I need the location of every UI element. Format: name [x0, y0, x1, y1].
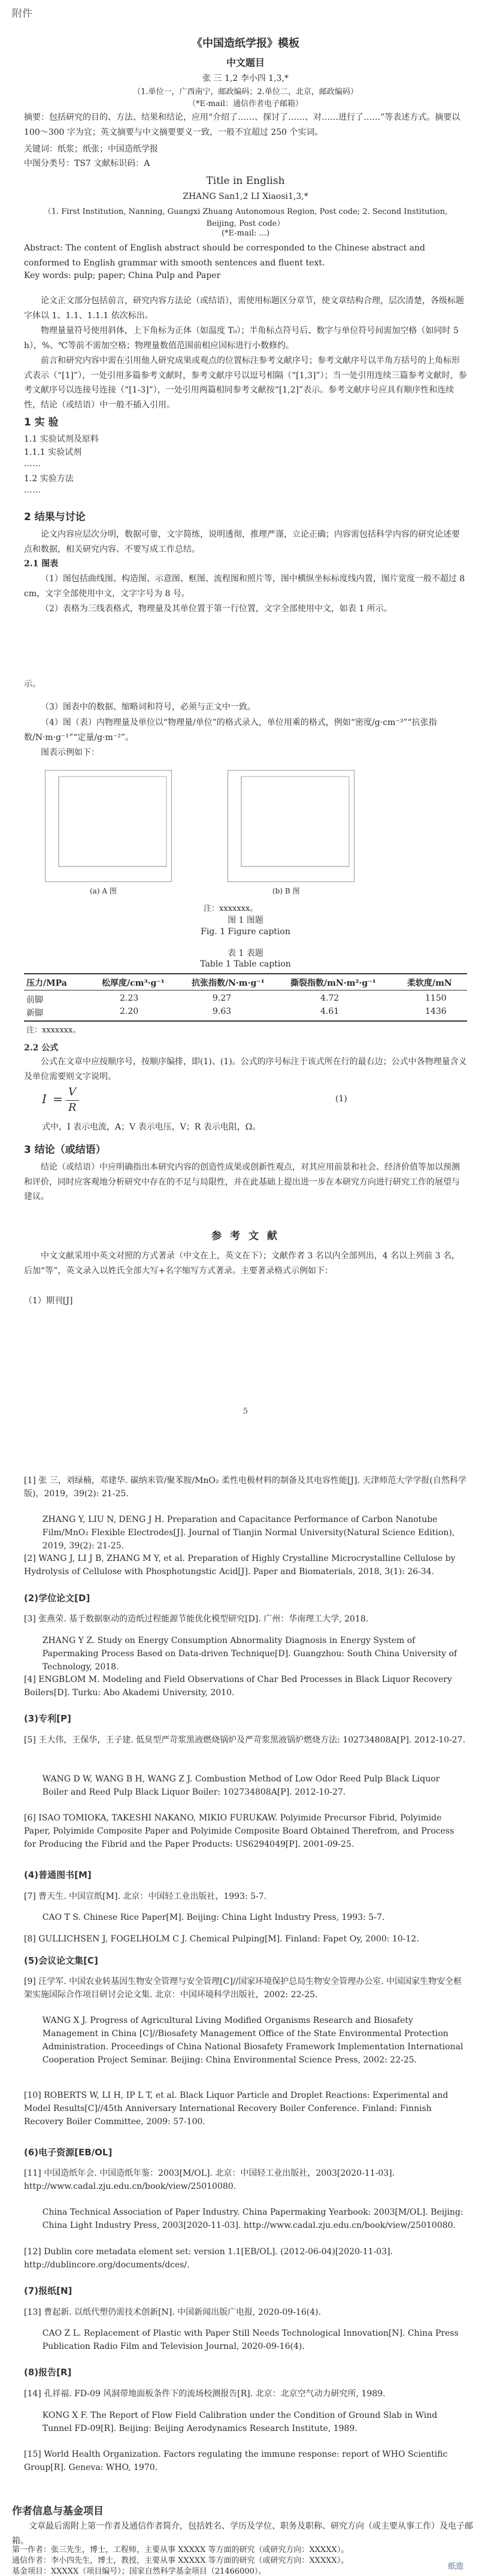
formula-numerator: V — [68, 1086, 76, 1098]
watermark-logo: 纸造 — [448, 2562, 464, 2571]
figure-rule-3: （3）图表中的数据、缩略词和符号，必须与正文中一致。 — [41, 702, 256, 712]
table-header-cell: 压力/MPa — [26, 979, 67, 988]
reference-category-journal: （1）期刊[J] — [24, 1296, 73, 1306]
english-keywords: Key words: pulp; paper; China Pulp and Paper — [24, 271, 221, 280]
formula-lhs: I — [42, 1092, 47, 1106]
reference-item: [14] 孔祥福. FD-09 风洞带地面板条件下的流场校测报告[R]. 北京：北京空气动力研究所, 1989. — [24, 2388, 386, 2399]
section-1-1-heading: 1.1 实验试剂及原料 — [24, 434, 99, 444]
table-header-cell: 柔软度/mN — [407, 979, 452, 988]
reference-item: KONG X F. The Report of Flow Field Calibration under the Condition of Ground Slab in Wind Tunnel FD-09[R]. Beijing: Beijing Aerodynamics Research Institute, 1989. — [42, 2410, 438, 2433]
attachment-label: 附件 — [12, 8, 32, 20]
reference-item: [15] World Health Organization. Factors regulating the immune response: report of WHO Scientific Group[R]. Geneva: WHO, 1970. — [24, 2449, 448, 2472]
reference-item: [10] ROBERTS W, LI H, IP L T, et al. Black Liquor Particle and Droplet Reactions: Experimental and Model Results[C]//45th Anniversary International Recovery Boiler Conference. Finland: Finnish Recovery Boiler Committee, 2009: 57-100. — [24, 2090, 448, 2127]
references-intro: 中文文献采用中英文对照的方式著录（中文在上，英文在下）；文献作者 3 名以内全部列出，4 名以上列前 3 名，后加“等”，英文录入以姓氏全部大写+名字缩写方式著录。主要著录格式示例如下： — [24, 1251, 460, 1276]
chinese-abstract: 摘要：包括研究的目的、方法、结果和结论，应用“介绍了……、探讨了……、对……进行了……”等表述方式。摘要以100～300 字为宜；英文摘要与中文摘要要义一致，一般不宜超过 250 个实词。 — [24, 113, 460, 137]
english-affiliation-2: Beijing, Post code） — [206, 219, 285, 228]
ellipsis-text: …… — [24, 485, 41, 495]
figure-rule-5: 图表示例如下： — [41, 748, 99, 757]
english-authors: ZHANG San1,2 LI Xiaosi1,3,* — [183, 192, 308, 201]
english-affiliation-1: （1. First Institution, Nanning, Guangxi Zhuang Autonomous Region, Post code; 2. Second Institution, — [43, 207, 448, 216]
reference-category: (4)普通图书[M] — [24, 1870, 92, 1881]
reference-item: CAO Z L. Replacement of Plastic with Paper Still Needs Technological Innovation[N]. China Press Publication Radio Film and Television Journal, 2020-09-16(4). — [42, 2329, 459, 2352]
section-1-heading: 1 实 验 — [24, 416, 59, 428]
reference-item: [12] Dublin core metadata element set: version 1.1[EB/OL]. (2012-06-04)[2020-11-03]. http://dublincore.org/documents/dces/. — [24, 2246, 393, 2270]
formula-fraction-bar — [66, 1100, 79, 1101]
table-cell: 9.27 — [213, 993, 232, 1003]
formula-number: (1) — [335, 1094, 347, 1104]
reference-item: [13] 曹起新. 以纸代塑仍需技术创新[N]. 中国新闻出版广电报, 2020-09-16(4). — [24, 2307, 322, 2317]
table-cell: 1436 — [425, 1007, 447, 1016]
section-2-paragraph: 论文内容应层次分明，数据可靠，文字简练，说明透彻，推理严谨，立论正确；内容需包括科学内容的研究论述要点和数据，相关研究内容、不要写成工作总结。 — [24, 530, 460, 554]
author-info-heading: 作者信息与基金项目 — [12, 2505, 104, 2517]
intro-paragraph-3: 前言和研究内容中需在引用他人研究成果或观点的位置标注参考文献序号；参考文献序号以半角方括号的上角标形式表示（“[1]”），一处引用多篇参考文献时，参考文献序号以逗号相隔（“[1,3]”）；当一处引用连续三篇参考文献时，参考文献序号以连接号连接（“[1-3]”），一处引用两篇相同参考文献按“[1,2]”表示。参考文献序号应具有顺序性和连续性，结论（或结语）中一般不插入引用。 — [24, 356, 467, 410]
table-cell: 2.20 — [120, 1007, 139, 1016]
section-3-heading: 3 结论（或结语） — [24, 1144, 106, 1156]
fund-info: 基金项目：XXXXX（项目编号）；国家自然科学基金项目（21466000）。 — [12, 2567, 266, 2576]
table-header-cell: 抗张指数/N·m·g⁻¹ — [192, 979, 265, 988]
reference-item: ZHANG Y Z. Study on Energy Consumption Abnormality Diagnosis in Energy System of Papermaking Process Based on Data-driven Technique[D]. Guangzhou: South China University of Technology, 2018. — [42, 1635, 457, 1672]
figure-rule-2: （2）表格为三线表格式，物理量及其单位置于第一行位置，文字全部使用中文，如表 1 所示。 — [41, 604, 392, 614]
table-cell: 新脚 — [26, 1008, 43, 1018]
reference-item: CAO T S. Chinese Rice Paper[M]. Beijing: China Light Industry Press, 1993: 5-7. — [42, 1913, 385, 1923]
formula-explanation: 式中，I 表示电流，A；V 表示电压，V；R 表示电阻，Ω。 — [42, 1122, 261, 1132]
table-cell: 4.72 — [320, 993, 340, 1003]
figure-caption-cn: 图 1 图题 — [228, 916, 263, 925]
chinese-email-note: （*E-mail：通信作者电子邮箱） — [187, 99, 304, 108]
reference-item: [7] 曹天生. 中国宣纸[M]. 北京：中国轻工业出版社，1993: 5-7. — [24, 1891, 267, 1901]
figure-a-plot — [46, 771, 171, 881]
intro-paragraph-2: 物理量量符号使用斜体，上下角标为正体（如温度 T₀）；半角标点符号后、数字与单位符号间需加空格（如同时 5 h），%、℃等前不需加空格；物理量数值范围前相应国标进行小数修约。 — [24, 326, 459, 351]
table-cell: 1150 — [425, 993, 447, 1003]
figure-rule-1: （1）图包括曲线图、构造图、示意图、框图、流程图和照片等，图中横纵坐标标度线内置，图片宽度一般不超过 8 cm，文字全部使用中文，文字字号为 8 号。 — [24, 574, 465, 599]
table-bottom-rule — [24, 1020, 467, 1022]
intro-paragraph-1: 论文正文部分包括前言，研究内容方法论（或结语），需使用标题区分章节，使文章结构合理，层次清楚，各级标题字体以 1、1.1、1.1.1 依次标出。 — [24, 296, 464, 321]
reference-item: [5] 王大伟，王保华，王子建. 低臭型严苛浆黑液燃烧锅炉及严苛浆黑液锅炉燃烧方法: 102734808A[P]. 2012-10-27. — [24, 1735, 466, 1745]
reference-category: (2)学位论文[D] — [24, 1592, 90, 1603]
chinese-affiliation: （1.单位一，广西南宁，邮政编码；2.单位二，北京，邮政编码） — [133, 87, 358, 96]
figure-a-placeholder — [45, 770, 172, 882]
section-2-heading: 2 结果与讨论 — [24, 511, 86, 523]
section-2-1-heading: 2.1 图表 — [24, 559, 59, 569]
table-cell: 前脚 — [26, 995, 43, 1005]
formula-denominator: R — [68, 1101, 77, 1114]
section-1-1-1-heading: 1.1.1 实验试剂 — [24, 448, 82, 457]
reference-item: [3] 张燕荣. 基于数据驱动的造纸过程能源节能优化模型研究[D]. 广州：华南理工大学, 2018. — [24, 1614, 369, 1624]
author-info-paragraph: 文章最后需附上第一作者及通信作者简介，包括姓名、学历及学位、职务及职称、研究方向（或主要从事工作）及电子邮箱。 — [12, 2521, 473, 2546]
table-top-rule — [24, 973, 467, 974]
section-2-2-heading: 2.2 公式 — [24, 1043, 59, 1053]
table-header-cell: 松厚度/cm³·g⁻¹ — [102, 979, 165, 988]
corresponding-author-info: 通信作者：李小四先生，博士，教授，主要从事 XXXXX 等方面的研究（或研究方向：XXXXX）。 — [12, 2556, 349, 2565]
chinese-classification: 中图分类号：TS7 文献标识码：A — [24, 159, 150, 168]
figure-note: 注：xxxxxxx。 — [204, 904, 258, 913]
table-title-en: Table 1 Table caption — [200, 959, 291, 969]
english-email-note: (*E-mail: ...) — [221, 229, 270, 238]
figure-b-plot — [228, 771, 354, 881]
reference-item: [2] WANG J, LI J B, ZHANG M Y, et al. Preparation of Highly Crystalline Microcrystalline Cellulose by Hydrolysis of Cellulose with Phosphotungstic Acid[J]. Paper and Biomaterials, 2018, 3(1): 26-34. — [24, 1554, 456, 1577]
section-1-2-heading: 1.2 实验方法 — [24, 474, 74, 484]
reference-item: [11] 中国造纸年会. 中国造纸年鉴：2003[M/OL]. 北京：中国轻工业出版社，2003[2020-11-03]. http://www.cadal.zju.edu.cn/book/view/25010080. — [24, 2169, 395, 2192]
table-cell: 9.63 — [213, 1007, 232, 1016]
table-cell: 4.61 — [320, 1007, 340, 1016]
formula-paragraph: 公式在文章中应按顺序号，按顺序编排，即(1)、(1)。公式的序号标注于该式所在行的最右边；公式中各物理量含义及单位需要则文字说明。 — [24, 1057, 467, 1082]
figure-rule-4: （4）图（表）内物理量及单位以“物理量/单位”的格式录入，单位用乘的格式，例如“密度/g·cm⁻³”“抗张指数/N·m·g⁻¹”“定量/g·m⁻²”。 — [24, 718, 437, 742]
reference-category: (5)会议论文集[C] — [24, 1955, 98, 1966]
reference-category: (7)报纸[N] — [24, 2285, 72, 2296]
reference-item: WANG X J. Progress of Agricultural Living Modified Organisms Research and Biosafety Management in China [C]//Biosafety Management Office of the State Environmental Protection Administration. Proceedings of China National Biosafety Framework Implementation International Cooperation Project Seminar. Beijing: China Environmental Science Press, 2002: 22-25. — [42, 2016, 463, 2065]
chinese-title: 中文题目 — [226, 57, 265, 68]
chinese-authors: 张 三 1,2 李小四 1,3,* — [202, 74, 289, 83]
document-title: 《中国造纸学报》模板 — [192, 37, 299, 50]
english-title: Title in English — [206, 175, 285, 187]
figure-b-placeholder — [228, 770, 354, 882]
figure-caption-en: Fig. 1 Figure caption — [201, 927, 290, 937]
figure-a-label: (a) A 图 — [90, 887, 117, 895]
formula-equals: = — [53, 1092, 63, 1106]
reference-item: [8] GULLICHSEN J, FOGELHOLM C J. Chemical Pulping[M]. Finland: Fapet Oy, 2000: 10-12. — [24, 1934, 419, 1944]
reference-item: [6] ISAO TOMIOKA, TAKESHI NAKANO, MIKIO FURUKAW. Polyimide Precursor Fibrid, Polyimide Paper, Polyimide Composite Paper and Polyimide Composite Board Obtained Therefrom, and Process for Producing the Fibrid and the Paper Products: US6294049[P]. 2001-09-25. — [24, 1813, 454, 1850]
conclusion-paragraph: 结论（或结语）中应明确指出本研究内容的创造性成果或创新性观点，对其应用前景和社会、经济价值等加以预测和评价，同时应客观地分析研究中存在的不足与局限性，并在此基础上提出进一步在本研究方向进行研究工作的展望与建议。 — [24, 1162, 460, 1201]
reference-item: [4] ENGBLOM M. Modeling and Field Observations of Char Bed Processes in Black Liquor Recovery Boilers[D]. Turku: Abo Akademi University, 2010. — [24, 1675, 452, 1698]
page-number: 5 — [243, 1407, 248, 1416]
table-cell: 2.23 — [120, 993, 139, 1003]
reference-item: [9] 汪学军. 中国农业转基因生物安全管理与安全管理[C]//国家环境保护总局生物安全管理办公室. 中国国家生物安全框架实施国际合作项目研讨会论文集. 北京：中国环境科学出版社，2002: 22-25. — [24, 1977, 462, 2000]
reference-category: (8)报告[R] — [24, 2367, 72, 2378]
table-header-cell: 撕裂指数/mN·m²·g⁻¹ — [290, 979, 376, 988]
english-abstract: Abstract: The content of English abstract should be corresponded to the Chinese abstract and conformed to English grammar with smooth sentences and fluent text. — [24, 243, 426, 268]
reference-item: [1] 张 三，刘绿楠，邓建华. 碳纳米管/聚苯胺/MnO₂ 柔性电极材料的制备及其电容性能[J]. 天津师范大学学报(自然科学版)，2019，39(2): 21-25. — [24, 1476, 466, 1499]
references-heading: 参 考 文 献 — [211, 1230, 280, 1242]
first-author-info: 第一作者：张三先生，博士，工程师，主要从事 XXXXX 等方面的研究（或研究方向：XXXXX）。 — [12, 2545, 349, 2554]
ellipsis-text: …… — [24, 459, 41, 469]
figure-b-label: (b) B 图 — [272, 887, 300, 895]
reference-item: ZHANG Y, LIU N, DENG J H. Preparation and Capacitance Performance of Carbon Nanotube Film/MnO₂ Flexible Electrodes[J]. Journal of Tianjin Normal University(Natural Science Edition), 2019, 39(2): 21-25. — [42, 1515, 455, 1551]
reference-item: WANG D W, WANG B H, WANG Z J. Combustion Method of Low Odor Reed Pulp Black Liquor Boiler and Reed Pulp Black Liquor Boiler: 102734808A[P]. 2012-10-27. — [42, 1774, 440, 1798]
table-note: 注：xxxxxxx。 — [26, 1026, 81, 1035]
figure-rule-2-continued: 示。 — [24, 680, 41, 689]
table-title-cn: 表 1 表题 — [228, 949, 263, 958]
chinese-keywords: 关键词：纸浆；纸张；中国造纸学报 — [24, 144, 158, 154]
reference-category: (6)电子资源[EB/OL] — [24, 2146, 113, 2158]
reference-item: China Technical Association of Paper Industry. China Papermaking Yearbook: 2003[M/OL]. Beijing: China Light Industry Press, 2003[2020-11-03]. http://www.cadal.zju.edu.cn/book/view/25010080. — [42, 2207, 463, 2231]
reference-category: (3)专利[P] — [24, 1713, 71, 1725]
